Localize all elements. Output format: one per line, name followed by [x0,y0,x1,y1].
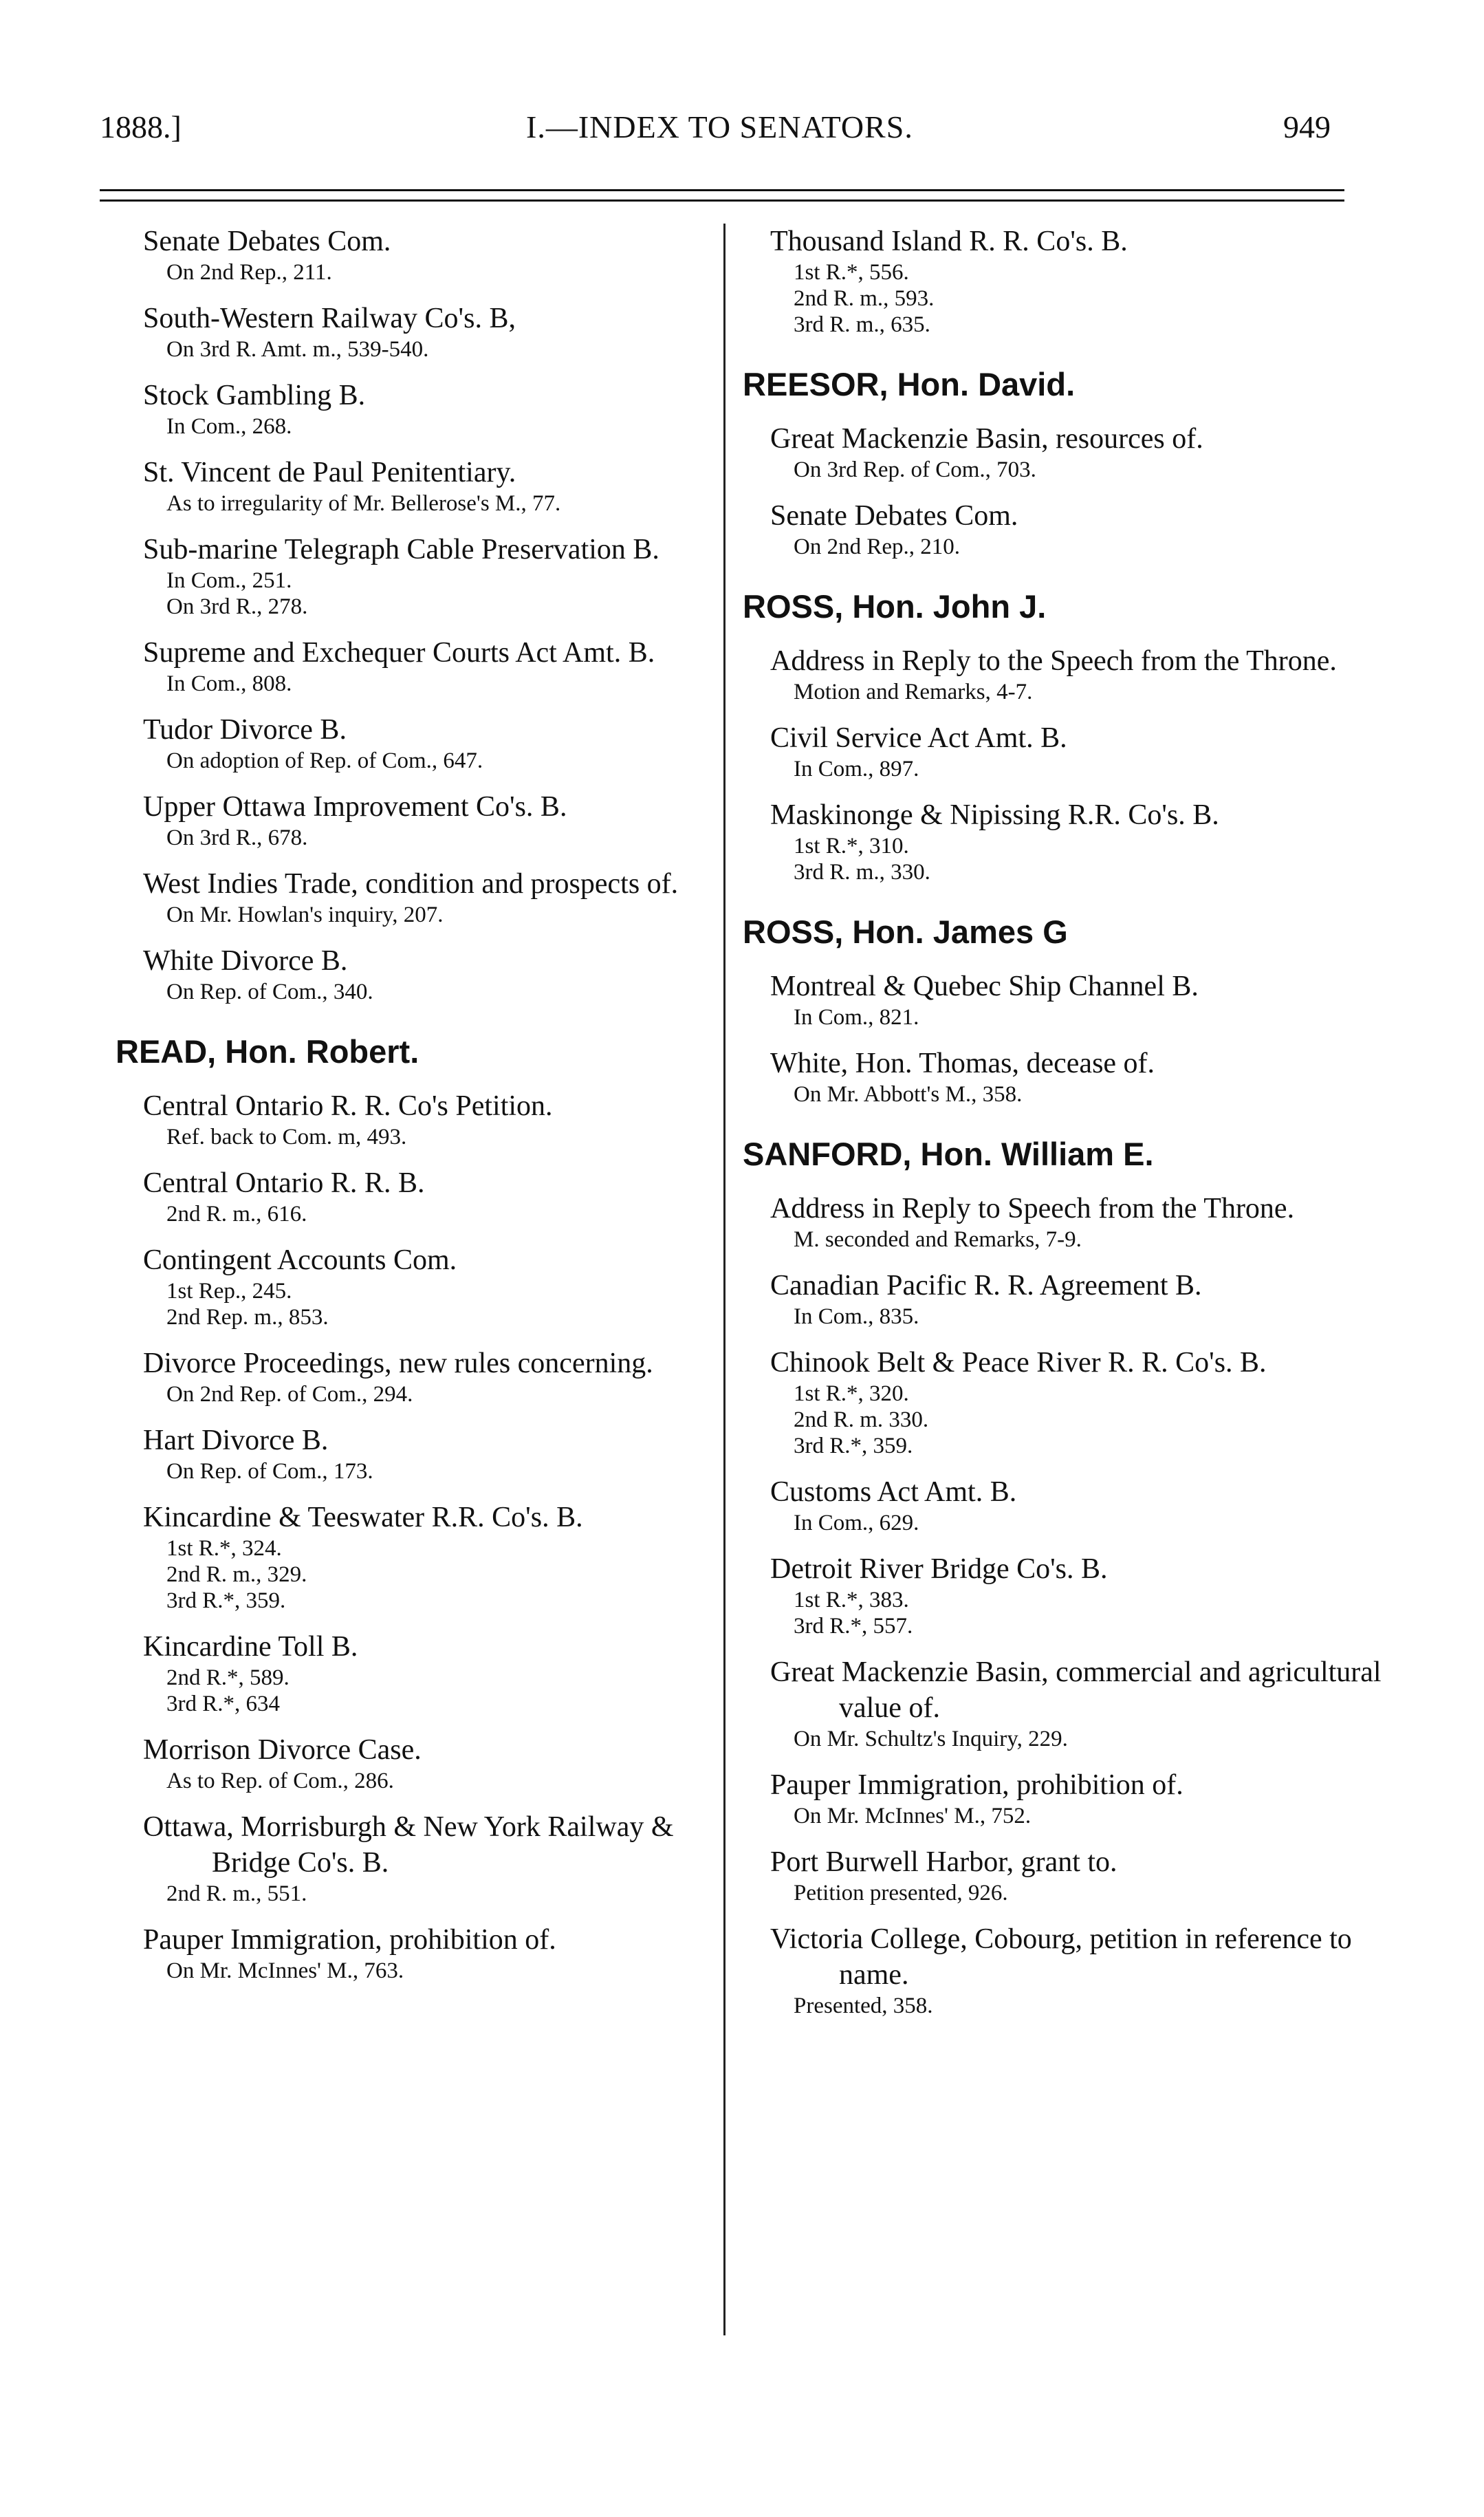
entry-title: Thousand Island R. R. Co's. B. [770,226,1128,257]
entry-title: Great Mackenzie Basin, resources of. [770,423,1203,455]
senator-heading: ROSS, Hon. James G [743,914,1068,950]
entry-reference: On 3rd Rep. of Com., 703. [794,457,1036,482]
entry-reference: M. seconded and Remarks, 7-9. [794,1227,1082,1252]
index-entry [143,1242,734,1330]
index-entry [770,643,1382,705]
index-entry [143,1346,734,1407]
header-year: 1888.] [100,109,182,144]
entry-title: Victoria College, Cobourg, petition in reference to name. [770,1923,1352,1991]
index-entry [143,1500,734,1614]
entry-reference: Motion and Remarks, 4-7. [794,680,1033,704]
entry-reference: 2nd Rep. m., 853. [166,1305,329,1330]
entry-title: Port Burwell Harbor, grant to. [770,1846,1117,1878]
entry-reference: 2nd R. m., 551. [166,1881,307,1906]
header-title: I.—INDEX TO SENATORS. [526,109,913,144]
entry-title: Tudor Divorce B. [143,714,347,746]
index-entry [770,421,1382,483]
senator-heading: ROSS, Hon. John J. [743,588,1047,625]
entry-reference: 1st R.*, 310. [794,834,909,858]
index-entry [143,301,734,363]
entry-title: Morrison Divorce Case. [143,1734,422,1766]
index-entry [770,498,1382,560]
index-entry [143,1809,734,1907]
entry-reference: 1st R.*, 556. [794,260,909,285]
entry-reference: 3rd R.*, 359. [794,1434,913,1458]
entry-title: South-Western Railway Co's. B, [143,303,516,334]
index-entry [770,1046,1382,1108]
entry-title: Kincardine Toll B. [143,1631,358,1663]
entry-reference: As to Rep. of Com., 286. [166,1769,394,1793]
entry-reference: On 3rd R., 278. [166,594,308,619]
index-entry [770,1345,1382,1459]
entry-title: Civil Service Act Amt. B. [770,722,1067,754]
entry-reference: 1st R.*, 324. [166,1536,282,1561]
entry-reference: 2nd R. m., 616. [166,1202,307,1227]
senator-heading: SANFORD, Hon. William E. [743,1136,1154,1172]
header-page-number: 949 [1283,109,1331,144]
index-entry [770,1767,1382,1829]
entry-reference: On Mr. McInnes' M., 752. [794,1804,1032,1828]
index-entry [143,1088,734,1150]
entry-title: Ottawa, Morrisburgh & New York Railway & Bridge Co's. B. [143,1811,674,1879]
entry-title: White Divorce B. [143,945,348,977]
entry-title: Canadian Pacific R. R. Agreement B. [770,1270,1202,1301]
entry-title: Hart Divorce B. [143,1425,329,1456]
index-entry [143,789,734,851]
entry-reference: On Rep. of Com., 173. [166,1459,373,1484]
index-entry [143,1922,734,1984]
entry-title: Upper Ottawa Improvement Co's. B. [143,791,567,823]
index-entry [143,455,734,517]
entry-reference: In Com., 629. [794,1511,919,1535]
entry-title: Customs Act Amt. B. [770,1476,1017,1508]
entry-reference: On Mr. McInnes' M., 763. [166,1958,404,1983]
index-entry [770,1844,1382,1906]
index-entry [143,1629,734,1717]
entry-title: Montreal & Quebec Ship Channel B. [770,971,1199,1002]
entry-reference: As to irregularity of Mr. Bellerose's M., 77. [166,491,561,516]
index-entry [143,1732,734,1794]
entry-title: Senate Debates Com. [143,226,391,257]
entry-reference: 3rd R.*, 557. [794,1614,913,1639]
entry-title: Kincardine & Teeswater R.R. Co's. B. [143,1502,583,1533]
entry-reference: 1st Rep., 245. [166,1279,292,1304]
entry-reference: On adoption of Rep. of Com., 647. [166,748,483,773]
entry-reference: 2nd R.*, 589. [166,1665,290,1690]
entry-reference: In Com., 835. [794,1304,919,1329]
entry-title: Sub-marine Telegraph Cable Preservation B. [143,534,659,565]
entry-title: West Indies Trade, condition and prospects of. [143,868,679,900]
index-entry [770,720,1382,782]
index-entry [143,1165,734,1227]
index-entry [143,866,734,928]
index-entry [770,969,1382,1030]
entry-reference: On 2nd Rep., 211. [166,260,332,285]
entry-reference: In Com., 268. [166,414,292,439]
index-entry [770,1191,1382,1253]
entry-title: Maskinonge & Nipissing R.R. Co's. B. [770,799,1219,831]
index-entry [143,1423,734,1484]
index-entry [143,378,734,440]
entry-reference: 2nd R. m. 330. [794,1407,929,1432]
index-entry [143,712,734,774]
entry-reference: On Rep. of Com., 340. [166,980,373,1004]
entry-title: Great Mackenzie Basin, commercial and agricultural value of. [770,1656,1382,1724]
entry-reference: 3rd R.*, 634 [166,1692,280,1716]
entry-title: Chinook Belt & Peace River R. R. Co's. B. [770,1347,1267,1379]
entry-reference: In Com., 897. [794,757,919,781]
right-column [743,224,1382,2034]
senator-heading: REESOR, Hon. David. [743,366,1076,402]
index-entry [770,1551,1382,1639]
entry-reference: In Com., 808. [166,671,292,696]
entry-reference: 2nd R. m., 593. [794,286,935,311]
entry-title: Detroit River Bridge Co's. B. [770,1553,1108,1585]
index-entry [770,1474,1382,1536]
header-rule-top [100,189,1344,191]
entry-reference: On Mr. Schultz's Inquiry, 229. [794,1727,1068,1751]
index-entry [770,1654,1382,1752]
entry-title: Contingent Accounts Com. [143,1244,457,1276]
entry-title: Divorce Proceedings, new rules concerning. [143,1348,653,1379]
entry-reference: 1st R.*, 383. [794,1588,909,1612]
entry-title: White, Hon. Thomas, decease of. [770,1048,1155,1079]
entry-reference: 1st R.*, 320. [794,1381,909,1406]
entry-reference: On Mr. Abbott's M., 358. [794,1082,1023,1107]
entry-reference: On 2nd Rep. of Com., 294. [166,1382,413,1407]
entry-reference: On Mr. Howlan's inquiry, 207. [166,903,444,927]
entry-title: Supreme and Exchequer Courts Act Amt. B. [143,637,655,669]
index-entry [143,635,734,697]
index-entry [143,224,734,285]
header-rule-bottom [100,199,1344,202]
entry-reference: Ref. back to Com. m, 493. [166,1125,407,1149]
entry-title: Pauper Immigration, prohibition of. [770,1769,1183,1801]
entry-reference: On 3rd R. Amt. m., 539-540. [166,337,429,362]
index-entry [770,1921,1382,2019]
index-entry [143,532,734,620]
entry-reference: In Com., 251. [166,568,292,593]
entry-reference: On 2nd Rep., 210. [794,534,960,559]
index-entry [770,1268,1382,1330]
left-column [116,224,734,1999]
entry-title: St. Vincent de Paul Penitentiary. [143,457,516,488]
entry-reference: On 3rd R., 678. [166,825,308,850]
senator-heading: READ, Hon. Robert. [116,1033,419,1070]
index-entry [143,943,734,1005]
entry-title: Central Ontario R. R. Co's Petition. [143,1090,553,1122]
entry-title: Address in Reply to the Speech from the Throne. [770,645,1337,677]
entry-reference: 3rd R. m., 330. [794,860,930,885]
index-entry [770,797,1382,885]
entry-reference: 2nd R. m., 329. [166,1562,307,1587]
entry-reference: Petition presented, 926. [794,1881,1008,1905]
entry-title: Stock Gambling B. [143,380,366,411]
entry-reference: Presented, 358. [794,1994,933,2018]
index-entry [770,224,1382,338]
entry-title: Pauper Immigration, prohibition of. [143,1924,556,1956]
entry-reference: In Com., 821. [794,1005,919,1030]
entry-reference: 3rd R.*, 359. [166,1588,286,1613]
entry-title: Central Ontario R. R. B. [143,1167,425,1199]
entry-title: Address in Reply to Speech from the Throne. [770,1193,1295,1224]
entry-reference: 3rd R. m., 635. [794,312,930,337]
page-header [100,109,1372,157]
entry-title: Senate Debates Com. [770,500,1018,532]
